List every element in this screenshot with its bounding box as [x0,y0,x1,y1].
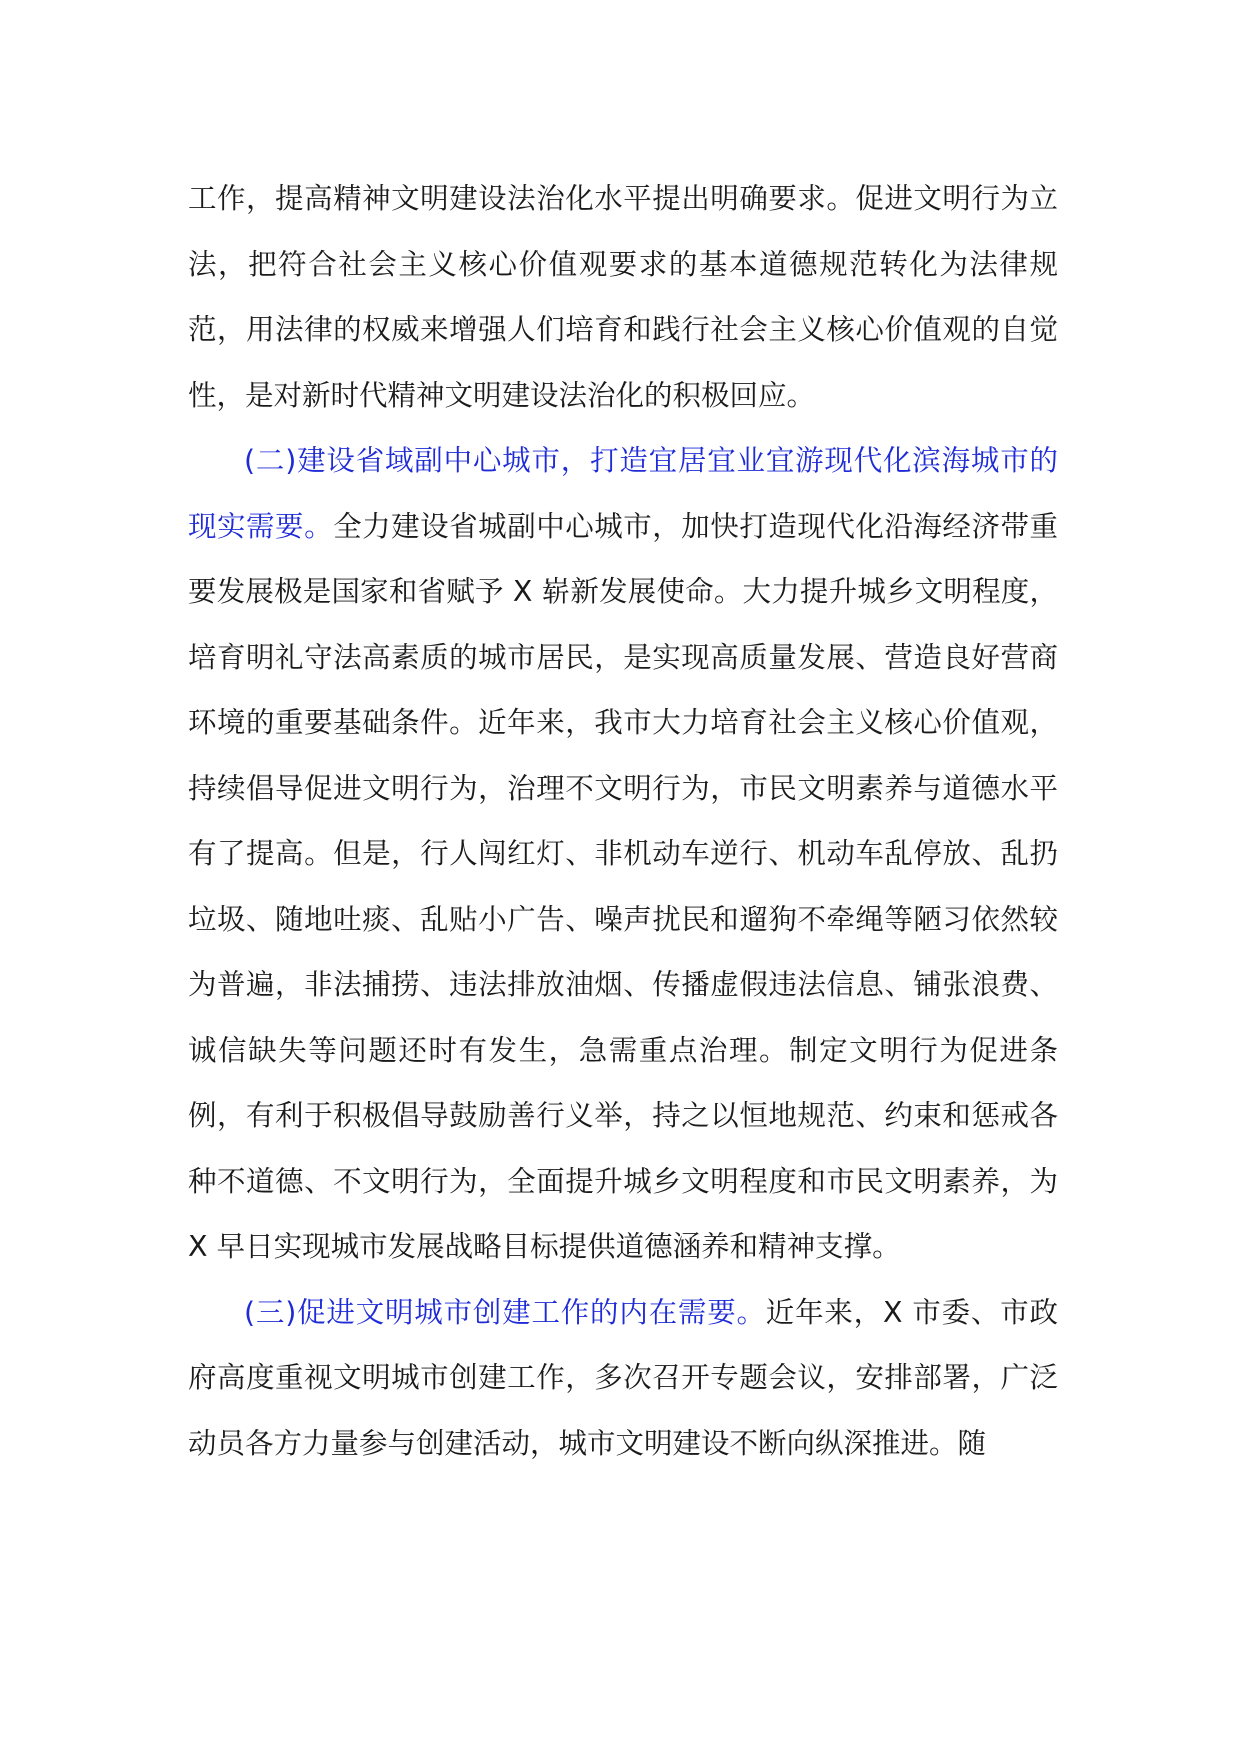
section-3-heading: (三)促进文明城市创建工作的内在需要。 [244,1295,766,1329]
document-page [188,166,1058,1476]
paragraph-section-2 [188,428,1058,1280]
paragraph-continuation: 工作，提高精神文明建设法治化水平提出明确要求。促进文明行为立法，把符合社会主义核心价值观要求的基本道德规范转化为法律规范，用法律的权威来增强人们培育和践行社会主义核心价值观的自觉性，是对新时代精神文明建设法治化的积极回应。 [188,182,1058,412]
section-3-body: 近年来，X 市委、市政府高度重视文明城市创建工作，多次召开专题会议，安排部署，广泛动员各方力量参与创建活动，城市文明建设不断向纵深推进。随 [188,1295,1058,1460]
section-2-heading: (二)建设省域副中心城市，打造宜居宜业宜游现代化滨海城市的现实需要。 [188,444,1058,543]
section-2-body: 全力建设省城副中心城市，加快打造现代化沿海经济带重要发展极是国家和省赋予 X 崭新发展使命。大力提升城乡文明程度，培育明礼守法高素质的城市居民，是实现高质量发展、营造良好营商环境的重要基础条件。近年来，我市大力培育社会主义核心价值观，持续倡导促进文明行为，治理不文明行为，市民文明素养与道德水平有了提高。但是，行人闯红灯、非机动车逆行、机动车乱停放、乱扔垃圾、随地吐痰、乱贴小广告、噪声扰民和遛狗不牵绳等陋习依然较为普遍，非法捕捞、违法排放油烟、传播虚假违法信息、铺张浪费、诚信缺失等问题还时有发生，急需重点治理。制定文明行为促进条例，有利于积极倡导鼓励善行义举，持之以恒地规范、约束和惩戒各种不道德、不文明行为，全面提升城乡文明程度和市民文明素养，为 X 早日实现城市发展战略目标提供道德涵养和精神支撑。 [188,509,1058,1263]
paragraph-section-3 [188,1280,1058,1477]
